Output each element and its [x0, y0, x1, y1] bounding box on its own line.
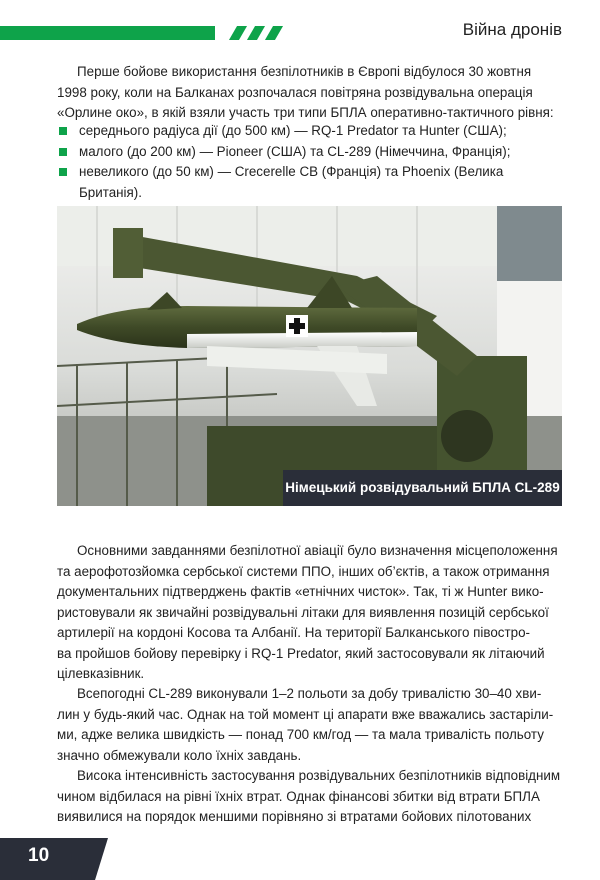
text-line: ми, адже велика швидкість — понад 700 км/год — та мала тривалість польоту	[57, 727, 544, 742]
header-accent-bar	[0, 26, 215, 40]
header-accent-stripe	[265, 26, 283, 40]
body-paragraph-2	[57, 684, 562, 766]
list-item: малого (до 200 км) — Pioneer (США) та CL-289 (Німеччина, Франція);	[57, 142, 562, 163]
body-paragraph-3	[57, 766, 562, 828]
text-line: виявилися на порядок меншими порівняно зі втратами бойових пілотованих	[57, 809, 532, 824]
text-line: Перше бойове використання безпілотників в Європі відбулося 30 жовтня	[77, 64, 532, 79]
text-line: Висока інтенсивність застосування розвідувальних безпілотників відповідним	[77, 768, 561, 783]
page-number-tab	[0, 838, 108, 880]
uav-type-list	[57, 121, 562, 203]
text-line: Всепогодні CL-289 виконували 1–2 польоти за добу тривалістю 30–40 хви-	[77, 686, 542, 701]
text-line: 1998 року, коли на Балканах розпочалася повітряна розвідувальна операція	[57, 84, 533, 100]
text-line: цілевказівник.	[57, 666, 145, 681]
text-line: Основними завданнями безпілотної авіації було визначення місцеположення	[77, 543, 558, 558]
text-line: артилерії на кордоні Косова та Албанії. На території Балканського півостро-	[57, 625, 530, 640]
text-line: значно обмежували коло їхніх завдань.	[57, 747, 302, 763]
text-line: чином відбилася на рівні їхніх втрат. Однак фінансові збитки від втрати БПЛА	[57, 788, 540, 804]
page-number: 10	[28, 845, 50, 866]
cl289-photo	[57, 206, 562, 506]
intro-paragraph	[57, 62, 562, 124]
text-line: ва пройшов бойову перевірку і RQ-1 Predator, який застосовували як літаючий	[57, 645, 545, 661]
running-head-title: Війна дронів	[462, 20, 562, 39]
text-line: «Орлине око», в якій взяли участь три типи БПЛА оперативно-тактичного рівня:	[57, 105, 554, 120]
text-line: лин у будь-який час. Однак на той момент ці апарати вже вважались застаріли-	[57, 706, 554, 722]
header-accent-stripe	[247, 26, 265, 40]
list-item: невеликого (до 50 км) — Crecerelle CB (Франція) та Phoenix (Велика Британія).	[57, 162, 562, 203]
text-line: та аерофотозйомка сербської системи ППО, інших об’єктів, а також отримання	[57, 563, 550, 579]
figure-caption: Німецький розвідувальний БПЛА CL-289	[283, 470, 562, 506]
list-item: середнього радіуса дії (до 500 км) — RQ-1 Predator та Hunter (США);	[57, 121, 562, 142]
text-line: ристовували як звичайні розвідувальні літаки для виявлення позицій сербської	[57, 604, 549, 620]
body-paragraph-1	[57, 541, 562, 685]
text-line: документальних підтверджень фактів «етнічних чисток». Так, ті ж Hunter вико-	[57, 584, 544, 599]
header-accent-stripe	[229, 26, 247, 40]
